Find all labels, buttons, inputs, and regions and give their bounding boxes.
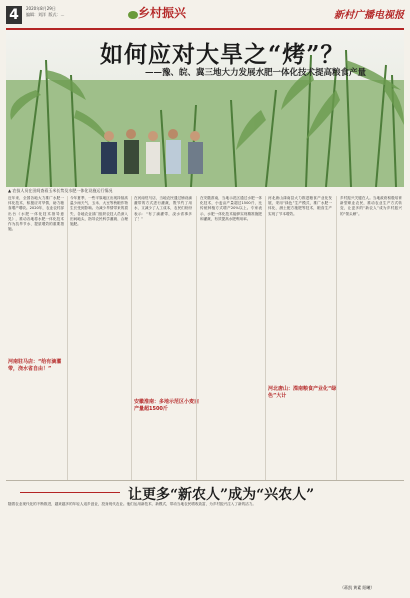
article-column-4: 在安徽淮南，当地示范区通过水肥一体化技术，小麦亩产量超过1500斤，比传统种植方式增产20%以上。专家表示，水肥一体化技术能够实现精准施肥和灌溉，有效提高水肥利用率。	[200, 196, 262, 221]
article-column-6: 乡村振兴关键在人。当地政府积极培育新型职业农民，推动农业生产方式转变，让更多的“新农人”成为乡村振兴的“领头雁”。	[340, 196, 402, 216]
subhead-henan: 河南驻马店：“给有滴灌带，浇水省自由！”	[8, 359, 62, 372]
subheadline: ——豫、皖、冀三地大力发展水肥一体化技术提高粮食产量	[145, 68, 367, 78]
subhead-anhui: 安徽淮南：多地示范区小麦亩产量超1500斤	[134, 399, 200, 412]
column-divider	[67, 196, 68, 480]
section-leaf-icon	[128, 11, 138, 19]
column-divider	[196, 196, 197, 480]
column-divider	[336, 196, 337, 480]
article-column-5: 河北唐山滦南县大力推进粮食产业化发展，采用“绿色”生产模式，推广水肥一体化、测土配方施肥等技术，粮食生产实现了节本增效。	[268, 196, 332, 216]
column-divider	[265, 196, 266, 480]
issue-date: 2020年8月29日 编辑：刘洋 版式：…	[26, 6, 65, 17]
article-column-1: 近年来，全国各地大力推广水肥一体化技术，积极应对旱情，助力粮食增产增收。2020年，农业农村部出台《水肥一体化技术指导意见》，推动各地将水肥一体化技术作为抗旱节水、提质增效的重要措施。	[8, 196, 64, 232]
section-title: 乡村振兴	[138, 6, 187, 20]
feature-body: 随着农业现代化的不断推进，越来越多的年轻人返乡创业，投身现代农业。他们运用新技术、新模式，带动当地农民增收致富，为乡村振兴注入了新的活力。	[8, 502, 256, 506]
feature-author: （蒋凯 黄素 阳曦）	[340, 585, 375, 590]
page-number: 4	[6, 6, 22, 24]
column-divider	[131, 196, 132, 480]
headline: 如何应对大旱之“烤”？	[100, 41, 345, 68]
newspaper-name: 新村广播电视报	[334, 10, 404, 21]
article-column-2: 今年夏季，一些平原地区出现持续高温少雨天气，玉米、大豆等秋粮作物生长受到影响。为减少旱情带来的损失，各地农业部门组织农技人员深入田间地头，指导农民科学灌溉、合理施肥。	[70, 196, 128, 227]
feature-headline: 让更多“新农人”成为“兴农人”	[128, 487, 315, 503]
article-column-3: 在河南驻马店，当地农民通过铺设滴灌带的方式进行灌溉，既节约了用水，又减少了人工成本，农民们纷纷表示：“有了滴灌带，浇水省事多了！”	[134, 196, 192, 221]
section-divider	[6, 480, 404, 481]
feature-rule	[20, 492, 120, 493]
photo-caption: ▲ 农技人员在田间查看玉米长势及水肥一体化设施运行情况	[8, 188, 113, 193]
masthead	[6, 4, 404, 30]
subhead-hebei: 河北唐山：滦南粮食产业化“绿色”大计	[268, 386, 337, 399]
